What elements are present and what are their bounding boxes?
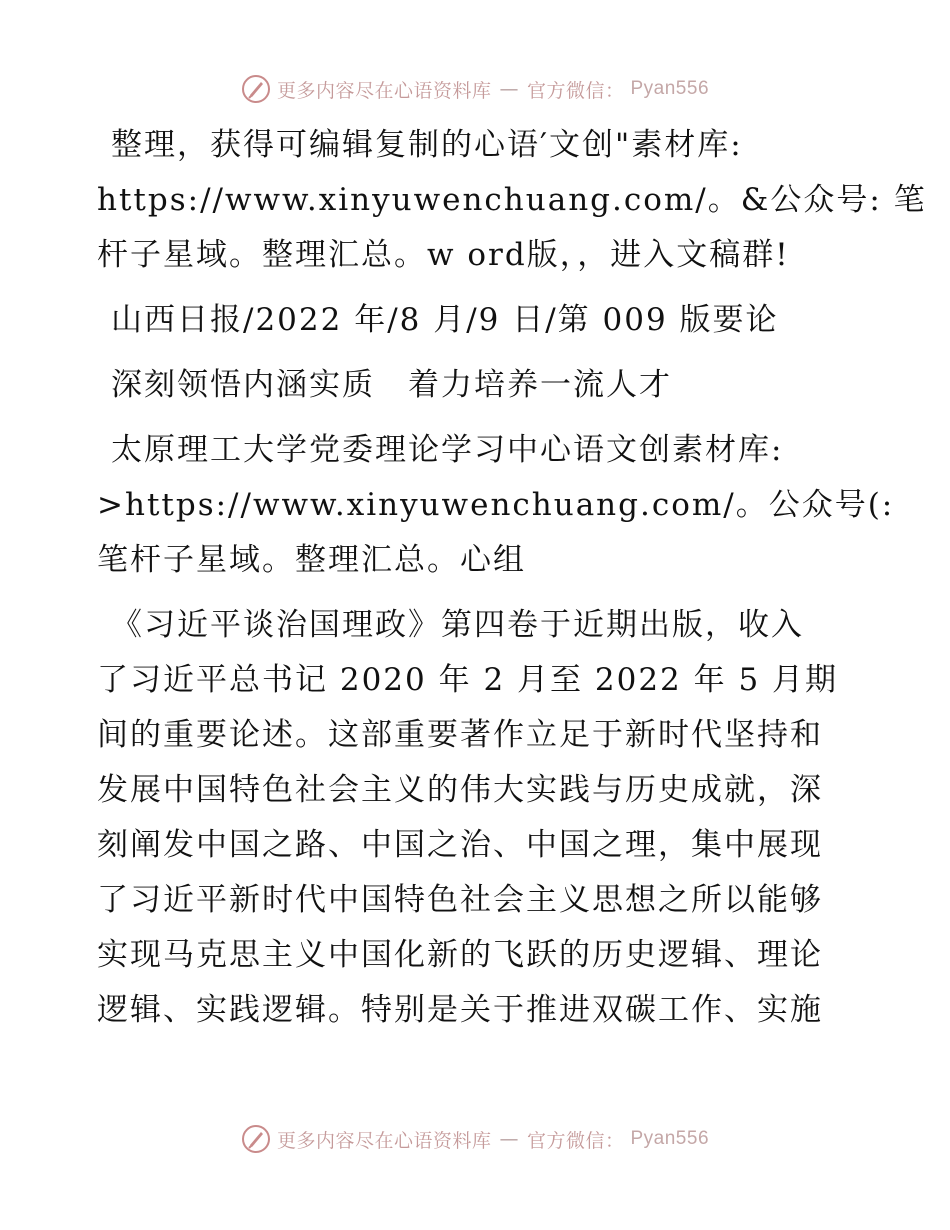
feather-pen-icon bbox=[241, 1124, 271, 1154]
text-line: 笔杆子星域。整理汇总。心组 bbox=[97, 542, 526, 578]
text-line: 太原理工大学党委理论学习中心语文创素材库: bbox=[111, 432, 784, 468]
footer-watermark bbox=[0, 1124, 950, 1154]
feather-pen-icon bbox=[241, 74, 271, 104]
header-watermark bbox=[0, 74, 950, 104]
text-line: 整理，获得可编辑复制的心语′文创"素材库: bbox=[111, 127, 743, 163]
text-line: 发展中国特色社会主义的伟大实践与历史成就，深 bbox=[97, 772, 823, 808]
watermark-separator: — bbox=[499, 78, 519, 100]
author-paragraph bbox=[97, 423, 895, 588]
watermark-label: 官方微信： bbox=[526, 79, 625, 102]
text-line: 实现马克思主义中国化新的飞跃的历史逻辑、理论 bbox=[97, 937, 823, 973]
body-paragraph bbox=[97, 598, 857, 1038]
text-line: 深刻领悟内涵实质 着力培养一流人才 bbox=[111, 367, 672, 403]
text-line: 山西日报/2022 年/8 月/9 日/第 009 版要论 bbox=[111, 302, 779, 338]
watermark-label: 官方微信： bbox=[526, 1129, 625, 1152]
article-title bbox=[97, 358, 857, 413]
text-line: 刻阐发中国之路、中国之治、中国之理，集中展现 bbox=[97, 827, 823, 863]
text-line: 杆子星域。整理汇总。w ord版，，进入文稿群! bbox=[97, 237, 790, 273]
text-line: 了习近平新时代中国特色社会主义思想之所以能够 bbox=[97, 882, 823, 918]
watermark-id: Pyan556 bbox=[630, 78, 710, 99]
watermark-id: Pyan556 bbox=[630, 1128, 710, 1149]
source-line bbox=[97, 293, 857, 348]
text-line: https://www.xinyuwenchuang.com/。&公众号: 笔 bbox=[97, 182, 927, 218]
text-line: >https://www.xinyuwenchuang.com/。公众号(: bbox=[97, 487, 895, 523]
watermark-separator: — bbox=[499, 1128, 519, 1150]
intro-paragraph bbox=[97, 118, 927, 283]
text-line: 逻辑、实践逻辑。特别是关于推进双碳工作、实施 bbox=[97, 992, 823, 1028]
document-body bbox=[97, 118, 927, 1048]
watermark-text: 更多内容尽在心语资料库 bbox=[276, 79, 492, 102]
text-line: 《习近平谈治国理政》第四卷于近期出版，收入 bbox=[111, 607, 804, 643]
text-line: 间的重要论述。这部重要著作立足于新时代坚持和 bbox=[97, 717, 823, 753]
text-line: 了习近平总书记 2020 年 2 月至 2022 年 5 月期 bbox=[97, 662, 839, 698]
watermark-text: 更多内容尽在心语资料库 bbox=[276, 1129, 492, 1152]
